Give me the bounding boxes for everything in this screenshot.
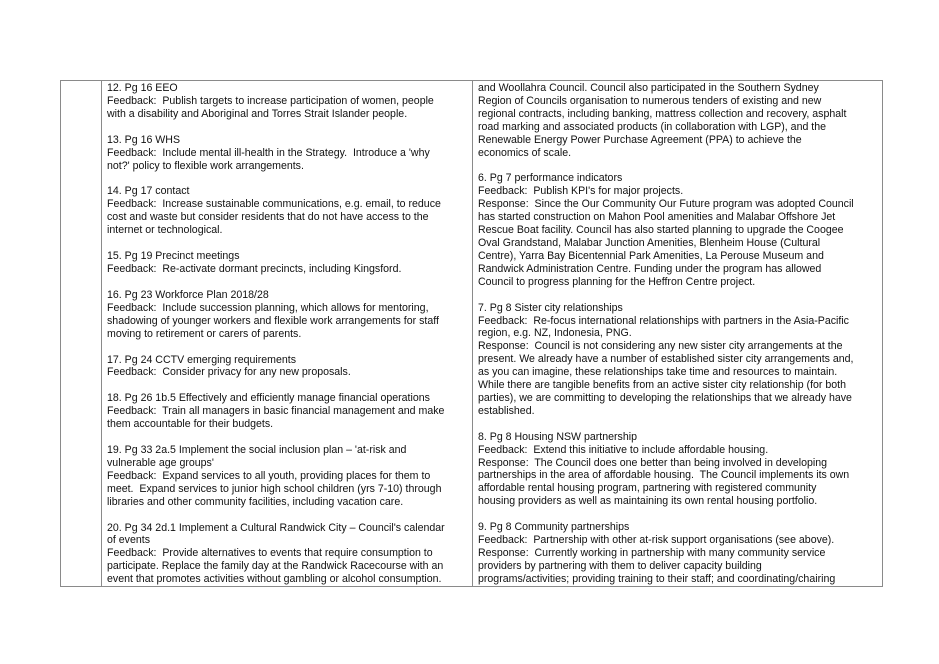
response-item-heading: 9. Pg 8 Community partnerships <box>478 521 630 534</box>
feedback-item-heading: 17. Pg 24 CCTV emerging requirements <box>107 353 297 366</box>
response-item-text-line: Council to progress planning for the Heffron Centre project. <box>478 275 756 288</box>
feedback-item-text-line: meet. Expand services to junior high school children (yrs 7-10) through <box>107 482 442 495</box>
feedback-item-text-line: Feedback: Publish targets to increase participation of women, people <box>107 94 434 107</box>
response-item-text-line: road marking and associated products (in collaboration with LGP), and the <box>478 120 827 133</box>
feedback-item-text-line: with a disability and Aboriginal and Torres Strait Islander people. <box>107 107 408 120</box>
response-item-text-line: Renewable Energy Power Purchase Agreement (PPA) to achieve the <box>478 133 802 146</box>
response-item-text-line: Response: Since the Our Community Our Future program was adopted Council <box>478 198 854 211</box>
feedback-item-text-line: Feedback: Re-activate dormant precincts, including Kingsford. <box>107 262 402 275</box>
feedback-item-text-line: Feedback: Expand services to all youth, providing places for them to <box>107 469 431 482</box>
response-item-text-line: partnerships in the area of affordable housing. The Council implements its own <box>478 469 850 482</box>
feedback-item-heading: 19. Pg 33 2a.5 Implement the social inclusion plan – 'at-risk and <box>107 444 407 457</box>
feedback-item-text-line: cost and waste but consider residents that do not have access to the <box>107 211 429 224</box>
response-item-text-line: Randwick Administration Centre. Funding under the program has allowed <box>478 262 822 275</box>
response-item <box>478 431 878 508</box>
response-item-heading: 7. Pg 8 Sister city relationships <box>478 301 623 314</box>
feedback-item-heading: 18. Pg 26 1b.5 Effectively and efficiently manage financial operations <box>107 392 430 405</box>
response-item-text-line: While there are tangible benefits from an active sister city relationship (for both <box>478 379 847 392</box>
response-item-heading: and Woollahra Council. Council also participated in the Southern Sydney <box>478 82 819 94</box>
response-item-text-line: Oval Grandstand, Malabar Junction Amenities, Blenheim House (Cultural <box>478 236 821 249</box>
feedback-item-heading: 14. Pg 17 contact <box>107 185 190 198</box>
feedback-item-text-line: Feedback: Provide alternatives to events that require consumption to <box>107 547 433 560</box>
feedback-item <box>107 250 468 276</box>
response-column-cell <box>473 81 883 587</box>
feedback-column-cell <box>102 81 473 587</box>
response-item-text-line: Feedback: Partnership with other at-risk support organisations (see above). <box>478 534 835 547</box>
feedback-item-heading: 13. Pg 16 WHS <box>107 133 181 146</box>
feedback-table <box>60 80 883 587</box>
response-item-text-line: parties), we are committing to developing the relationships that we already have <box>478 391 852 404</box>
response-item-text-line: region, e.g. NZ, Indonesia, PNG. <box>478 327 632 340</box>
response-item-text-line: established. <box>478 404 535 417</box>
response-item-heading: 6. Pg 7 performance indicators <box>478 172 623 185</box>
response-item-text-line: Centre), Yarra Bay Bicentennial Park Amenities, La Perouse Museum and <box>478 249 824 262</box>
response-item-text-line: Response: Currently working in partnership with many community service <box>478 547 826 559</box>
feedback-item-heading: 20. Pg 34 2d.1 Implement a Cultural Randwick City – Council's calendar <box>107 521 445 534</box>
response-item <box>478 521 878 586</box>
response-item-text-line: economics of scale. <box>478 146 572 159</box>
feedback-item-text-line: event that promotes activities without gambling or alcohol consumption. <box>107 573 442 586</box>
response-item-text-line: programs/activities; providing training to their staff; and coordinating/chairing <box>478 572 836 585</box>
response-item-text-line: providers by partnering with them to deliver capacity building <box>478 559 762 572</box>
feedback-item <box>107 354 468 380</box>
feedback-items <box>102 81 472 586</box>
feedback-item-text-line: shadowing of younger workers and flexible work arrangements for staff <box>107 314 439 327</box>
response-item-text-line: present. We already have a number of established sister city arrangements and, <box>478 353 854 366</box>
response-item <box>478 82 878 159</box>
feedback-item-text-line: participate. Replace the family day at the Randwick Racecourse with an <box>107 560 444 573</box>
feedback-item <box>107 134 468 173</box>
feedback-item <box>107 289 468 341</box>
feedback-item-text-line: vulnerable age groups' <box>107 456 214 469</box>
feedback-item-text-line: libraries and other community facilities, including vacation care. <box>107 495 404 508</box>
feedback-item <box>107 392 468 431</box>
response-item-text-line: Response: Council is not considering any new sister city arrangements at the <box>478 340 843 353</box>
response-items <box>473 81 882 586</box>
response-item <box>478 302 878 418</box>
feedback-item <box>107 82 468 121</box>
response-item-text-line: Feedback: Publish KPI's for major projects. <box>478 185 684 198</box>
feedback-item-text-line: moving to retirement or carers of parents. <box>107 327 302 340</box>
feedback-item-text-line: Feedback: Include succession planning, which allows for mentoring, <box>107 301 429 314</box>
response-item-text-line: Feedback: Extend this initiative to include affordable housing. <box>478 443 769 456</box>
feedback-item-heading: 16. Pg 23 Workforce Plan 2018/28 <box>107 288 269 301</box>
response-item <box>478 172 878 288</box>
blank-column-cell <box>61 81 102 587</box>
response-item-text-line: as you can imagine, these relationships take time and resources to maintain. <box>478 366 838 379</box>
response-item-text-line: has started construction on Mahon Pool amenities and Malabar Offshore Jet <box>478 211 836 224</box>
feedback-item-text-line: of events <box>107 534 150 547</box>
table-row <box>61 81 883 587</box>
response-item-heading: 8. Pg 8 Housing NSW partnership <box>478 430 637 443</box>
response-item-text-line: affordable rental housing program, partnering with registered community <box>478 482 817 495</box>
feedback-item-text-line: not?' policy to flexible work arrangements. <box>107 159 304 172</box>
response-item-text-line: Feedback: Re-focus international relationships with partners in the Asia-Pacific <box>478 314 849 327</box>
feedback-item <box>107 522 468 587</box>
response-item-text-line: Rescue Boat facility. Council has also started planning to upgrade the Coogee <box>478 224 844 237</box>
feedback-item <box>107 185 468 237</box>
feedback-item-text-line: Feedback: Train all managers in basic financial management and make <box>107 405 445 418</box>
response-item-text-line: housing providers as well as maintaining its own rental housing portfolio. <box>478 495 818 508</box>
feedback-item-text-line: Feedback: Consider privacy for any new proposals. <box>107 366 351 379</box>
feedback-item-heading: 12. Pg 16 EEO <box>107 82 178 94</box>
feedback-item-text-line: them accountable for their budgets. <box>107 418 274 431</box>
response-item-text-line: Response: The Council does one better than being involved in developing <box>478 456 828 469</box>
response-item-text-line: Region of Councils organisation to numerous tenders of existing and new <box>478 94 822 107</box>
feedback-item <box>107 444 468 509</box>
feedback-item-heading: 15. Pg 19 Precinct meetings <box>107 250 240 263</box>
feedback-item-text-line: internet or technological. <box>107 224 223 237</box>
feedback-item-text-line: Feedback: Include mental ill-health in the Strategy. Introduce a 'why <box>107 146 430 159</box>
feedback-item-text-line: Feedback: Increase sustainable communications, e.g. email, to reduce <box>107 198 441 211</box>
response-item-text-line: regional contracts, including banking, mattress collection and recovery, asphalt <box>478 107 847 120</box>
